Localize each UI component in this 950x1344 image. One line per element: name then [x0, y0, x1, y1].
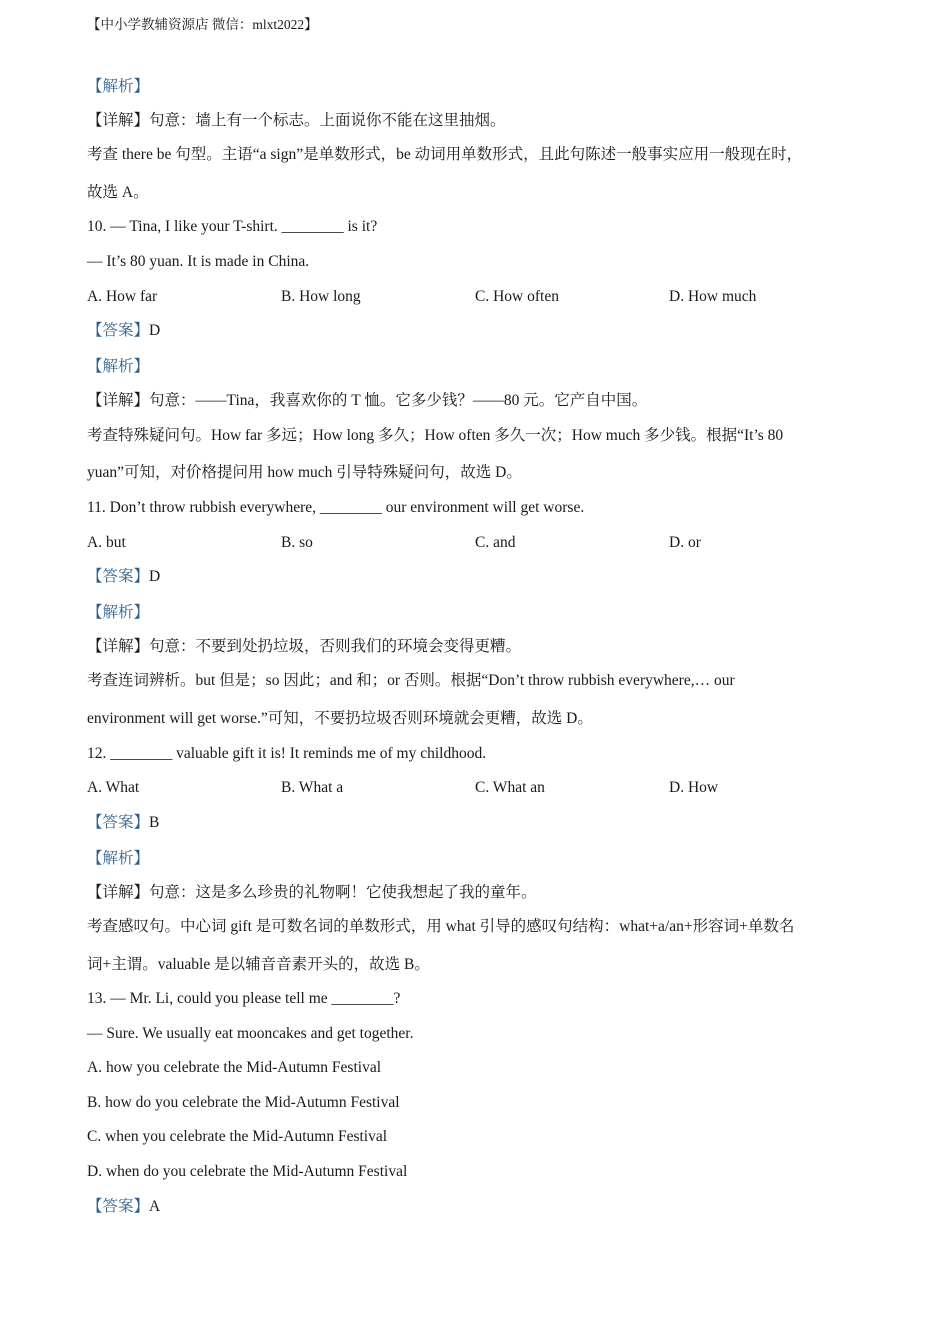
- q10-detail: [87, 391, 647, 411]
- q10-answer-value: D: [149, 322, 161, 339]
- q10-reply: — It’s 80 yuan. It is made in China.: [87, 253, 310, 270]
- analysis-tag: 【解析】: [87, 850, 150, 867]
- q12-analysis-label: [87, 849, 149, 869]
- q11-option-d: D. or: [669, 534, 701, 551]
- q9-analysis-label: [87, 77, 149, 97]
- q12-option-a: A. What: [87, 779, 140, 796]
- q11-option-b: B. so: [281, 534, 313, 551]
- q11-option-a: A. but: [87, 534, 126, 551]
- answer-tag: 【答案】: [87, 568, 150, 585]
- q9-detail-text: 句意：墙上有一个标志。上面说你不能在这里抽烟。: [149, 112, 506, 129]
- q13-stem: 13. — Mr. Li, could you please tell me ________?: [87, 990, 401, 1007]
- q13-option-b: B. how do you celebrate the Mid-Autumn Festival: [87, 1094, 400, 1111]
- q11-detail: [87, 637, 521, 657]
- q9-explain-1: 考查 there be 句型。主语“a sign”是单数形式，be 动词用单数形式，且此句陈述一般事实应用一般现在时，: [87, 146, 803, 163]
- analysis-tag: 【解析】: [87, 604, 150, 621]
- q10-answer: [87, 321, 160, 341]
- q11-explain-2: environment will get worse.”可知，不要扔垃圾否则环境就会更糟，故选 D。: [87, 710, 593, 727]
- q11-detail-text: 句意：不要到处扔垃圾，否则我们的环境会变得更糟。: [149, 638, 522, 655]
- answer-tag: 【答案】: [87, 1198, 150, 1215]
- q13-option-c: C. when you celebrate the Mid-Autumn Festival: [87, 1128, 388, 1145]
- page-header: 【中小学教辅资源店 微信：mlxt2022】: [87, 17, 318, 32]
- q13-answer: [87, 1197, 160, 1217]
- q10-analysis-label: [87, 357, 149, 377]
- q10-explain-2: yuan”可知，对价格提问用 how much 引导特殊疑问句，故选 D。: [87, 464, 522, 481]
- q12-detail-text: 句意：这是多么珍贵的礼物啊！它使我想起了我的童年。: [149, 884, 537, 901]
- q9-detail: [87, 111, 506, 131]
- q10-option-a: A. How far: [87, 288, 158, 305]
- q12-stem: 12. ________ valuable gift it is! It reminds me of my childhood.: [87, 745, 487, 762]
- detail-tag: 【详解】: [87, 112, 150, 129]
- q12-explain-2: 词+主谓。valuable 是以辅音音素开头的，故选 B。: [87, 956, 430, 973]
- answer-tag: 【答案】: [87, 322, 150, 339]
- q12-option-d: D. How: [669, 779, 719, 796]
- analysis-tag: 【解析】: [87, 358, 150, 375]
- q13-option-a: A. how you celebrate the Mid-Autumn Festival: [87, 1059, 382, 1076]
- q13-answer-value: A: [149, 1198, 161, 1215]
- q11-answer-value: D: [149, 568, 161, 585]
- q11-explain-1: 考查连词辨析。but 但是；so 因此；and 和；or 否则。根据“Don’t throw rubbish everywhere,… our: [87, 672, 735, 689]
- q10-stem: 10. — Tina, I like your T-shirt. ________ is it?: [87, 218, 378, 235]
- detail-tag: 【详解】: [87, 884, 150, 901]
- q10-option-b: B. How long: [281, 288, 361, 305]
- answer-tag: 【答案】: [87, 814, 150, 831]
- q13-reply: — Sure. We usually eat mooncakes and get together.: [87, 1025, 414, 1042]
- q11-analysis-label: [87, 603, 149, 623]
- q10-explain-1: 考查特殊疑问句。How far 多远；How long 多久；How often 多久一次；How much 多少钱。根据“It’s 80: [87, 427, 784, 444]
- q12-option-c: C. What an: [475, 779, 545, 796]
- q12-option-b: B. What a: [281, 779, 344, 796]
- q10-detail-text: 句意：——Tina，我喜欢你的 T 恤。它多少钱？——80 元。它产自中国。: [149, 392, 648, 409]
- analysis-tag: 【解析】: [87, 78, 150, 95]
- q10-option-d: D. How much: [669, 288, 757, 305]
- q13-option-d: D. when do you celebrate the Mid-Autumn Festival: [87, 1163, 408, 1180]
- q12-answer: [87, 813, 159, 833]
- q12-explain-1: 考查感叹句。中心词 gift 是可数名词的单数形式，用 what 引导的感叹句结构：what+a/an+形容词+单数名: [87, 918, 795, 935]
- detail-tag: 【详解】: [87, 392, 150, 409]
- q10-option-c: C. How often: [475, 288, 559, 305]
- q11-stem: 11. Don’t throw rubbish everywhere, ________ our environment will get worse.: [87, 499, 585, 516]
- q11-answer: [87, 567, 160, 587]
- q12-answer-value: B: [149, 814, 160, 831]
- q12-detail: [87, 883, 537, 903]
- q11-option-c: C. and: [475, 534, 516, 551]
- q9-explain-2: 故选 A。: [87, 184, 149, 201]
- detail-tag: 【详解】: [87, 638, 150, 655]
